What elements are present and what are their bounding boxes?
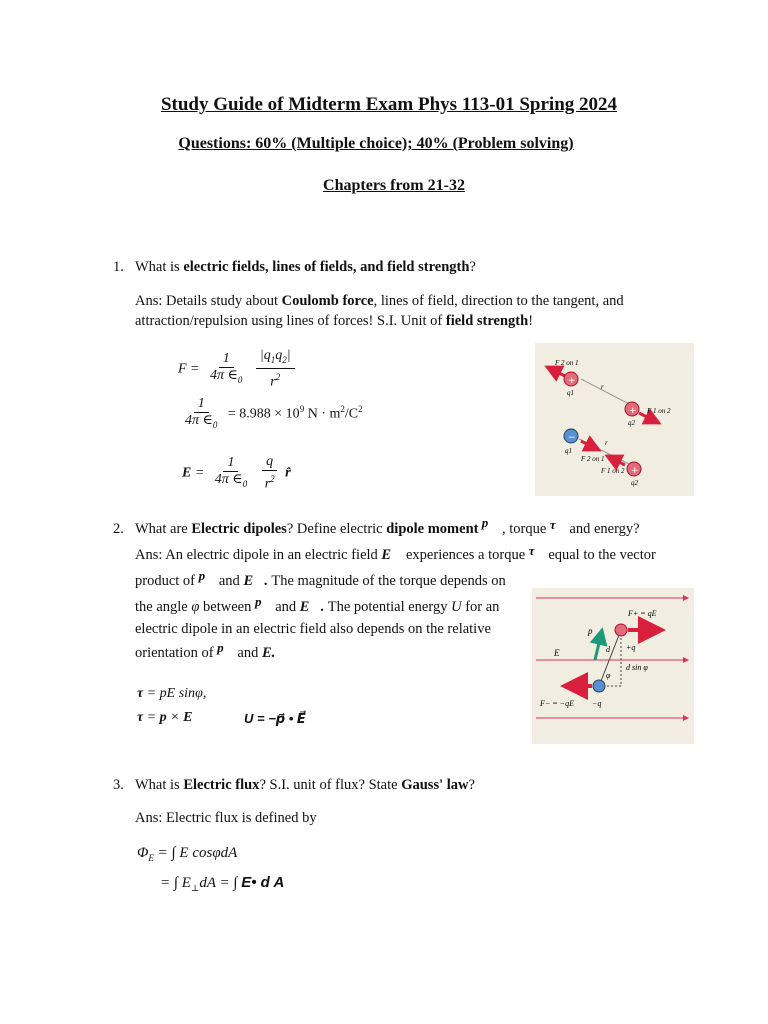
svg-text:+: +: [568, 376, 576, 386]
flux-equation-1: $\Phi_E$ = ∫ E cosφdA: [137, 845, 238, 863]
label-f-plus: F+ = qE: [628, 609, 657, 618]
answer-2-line-5: orientation of p⃗ and E.: [135, 640, 276, 661]
coulomb-force-diagram: [535, 343, 694, 496]
answer-3-text: Ans: Electric flux is defined by: [135, 810, 317, 826]
answer-2-line-3: the angle φ between p⃗ and E⃗. The potential energy U for an: [135, 594, 500, 615]
label-field-E: E: [554, 648, 560, 658]
electric-field-equation: E = $\frac{1}{4\pi \in_0}$ $\frac{q}{r^2}$ r̂: [182, 454, 291, 492]
answer-1-line-1: Ans: Details study about Coulomb force, lines of field, direction to the tangent, and: [135, 293, 624, 309]
label-q1-bottom: q1: [565, 447, 572, 455]
coulomb-force-figure: [535, 343, 694, 496]
flux-equation-2: = ∫ $E_\perp dA$ = ∫ E• d A: [160, 874, 285, 893]
chapters-range: Chapters from 21-32: [323, 177, 465, 194]
label-q2-bottom: q2: [631, 479, 638, 487]
torque-magnitude-equation: τ = pE sinφ,: [137, 686, 207, 701]
label-r-top: r: [601, 383, 604, 391]
exam-weighting: Questions: 60% (Multiple choice); 40% (Problem solving): [178, 135, 574, 152]
answer-1-line-2: attraction/repulsion using lines of forces! S.I. Unit of field strength!: [135, 313, 534, 329]
answer-2-line-2: product of p⃗ and E⃗. The magnitude of the torque depends on: [135, 568, 506, 589]
label-f2on1-top: F 2 on 1: [555, 359, 579, 367]
label-q2-top: q2: [628, 419, 635, 427]
label-r-bottom: r: [605, 439, 608, 447]
question-2-number: 2.: [113, 521, 124, 537]
label-f-minus: F− = −qE: [540, 699, 574, 708]
question-3-number: 3.: [113, 777, 124, 793]
dipole-figure: [532, 588, 694, 744]
torque-vector-equation: τ = p × E⃗: [137, 710, 204, 725]
svg-text:+: +: [629, 406, 637, 416]
label-phi: φ: [606, 671, 611, 680]
question-2-text: What are Electric dipoles? Define electric dipole moment p⃗ , torque τ⃗ and energy?: [135, 515, 640, 537]
dipole-diagram: [532, 588, 694, 744]
coulomb-law-equation: F = $\frac{1}{4\pi \in_0}$ $\frac{|q_1q_2|}{r^2}$: [178, 348, 298, 390]
label-plus-q: +q: [626, 643, 636, 652]
label-f1on2-top: F 1 on 2: [647, 407, 671, 415]
label-p: p: [588, 626, 593, 636]
coulomb-constant-equation: $\frac{1}{4\pi \in_0}$ = $8.988 \times 10^9$ $N \cdot m^2/C^2$: [185, 396, 363, 430]
label-f1on2-bottom: F 1 on 2: [601, 467, 625, 475]
page-title: Study Guide of Midterm Exam Phys 113-01 Spring 2024: [160, 94, 618, 115]
question-3-text: What is Electric flux? S.I. unit of flux? State Gauss' law?: [135, 777, 475, 793]
question-1-text: What is electric fields, lines of fields, and field strength?: [135, 259, 476, 275]
answer-2-line-4: electric dipole in an electric field also depends on the relative: [135, 621, 491, 637]
question-1-number: 1.: [113, 259, 124, 275]
label-f2on1-bottom: F 2 on 1: [581, 455, 605, 463]
label-d: d: [606, 645, 610, 654]
svg-text:−: −: [568, 433, 576, 443]
label-q1-top: q1: [567, 389, 574, 397]
svg-text:+: +: [631, 466, 639, 476]
label-dsin: d sin φ: [626, 663, 648, 672]
label-minus-q: −q: [592, 699, 602, 708]
answer-2-line-1: Ans: An electric dipole in an electric field E⃗ experiences a torque τ⃗ equal to the vector: [135, 543, 656, 563]
potential-energy-equation: U = −p⃗ • E⃗: [244, 711, 306, 726]
